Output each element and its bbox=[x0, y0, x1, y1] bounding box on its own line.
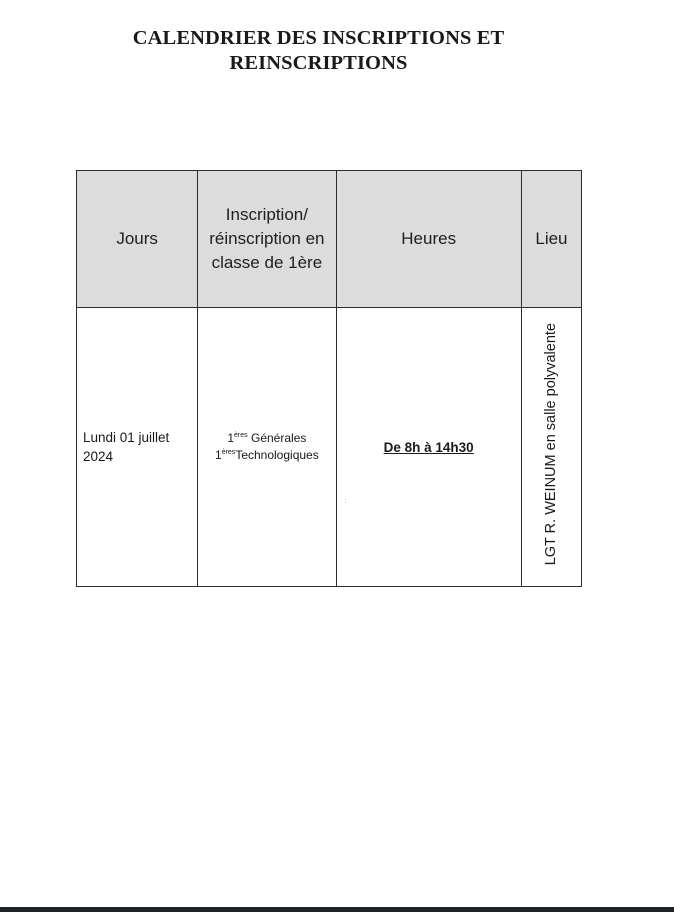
header-heures: Heures bbox=[336, 171, 521, 308]
header-inscription bbox=[198, 171, 336, 308]
header-lieu: Lieu bbox=[521, 171, 581, 308]
class-generales-label: Générales bbox=[251, 431, 307, 445]
class-technologiques-num: 1 bbox=[215, 448, 222, 462]
scan-bottom-edge bbox=[0, 907, 674, 912]
table-row bbox=[77, 308, 582, 587]
cell-place bbox=[521, 308, 581, 587]
hours-text: De 8h à 14h30 bbox=[383, 440, 474, 455]
header-inscription-label: Inscription/ réinscription en classe de 1ère bbox=[209, 205, 325, 272]
document-title bbox=[0, 26, 637, 76]
table-header-row bbox=[77, 171, 582, 308]
class-generales-num: 1 bbox=[227, 431, 235, 445]
day-line-1: Lundi 01 juillet bbox=[83, 430, 170, 445]
place-text: LGT R. WEINUM en salle polyvalente bbox=[543, 323, 560, 566]
day-line-2: 2024 bbox=[83, 449, 114, 464]
cell-classes bbox=[198, 308, 347, 587]
class-technologiques-label: Technologiques bbox=[235, 448, 319, 462]
cell-day bbox=[77, 308, 198, 587]
class-technologiques bbox=[198, 447, 335, 464]
scan-speck: : bbox=[344, 497, 347, 505]
schedule-table bbox=[76, 170, 582, 587]
document-title-line-2: REINSCRIPTIONS bbox=[229, 52, 408, 74]
document-title-line-1: CALENDRIER DES INSCRIPTIONS ET bbox=[132, 27, 505, 49]
class-generales bbox=[198, 430, 335, 447]
class-technologiques-sup: ères bbox=[221, 449, 236, 456]
cell-hours bbox=[336, 308, 521, 587]
class-generales-sup: ères bbox=[234, 432, 248, 439]
header-jours: Jours bbox=[77, 171, 198, 308]
